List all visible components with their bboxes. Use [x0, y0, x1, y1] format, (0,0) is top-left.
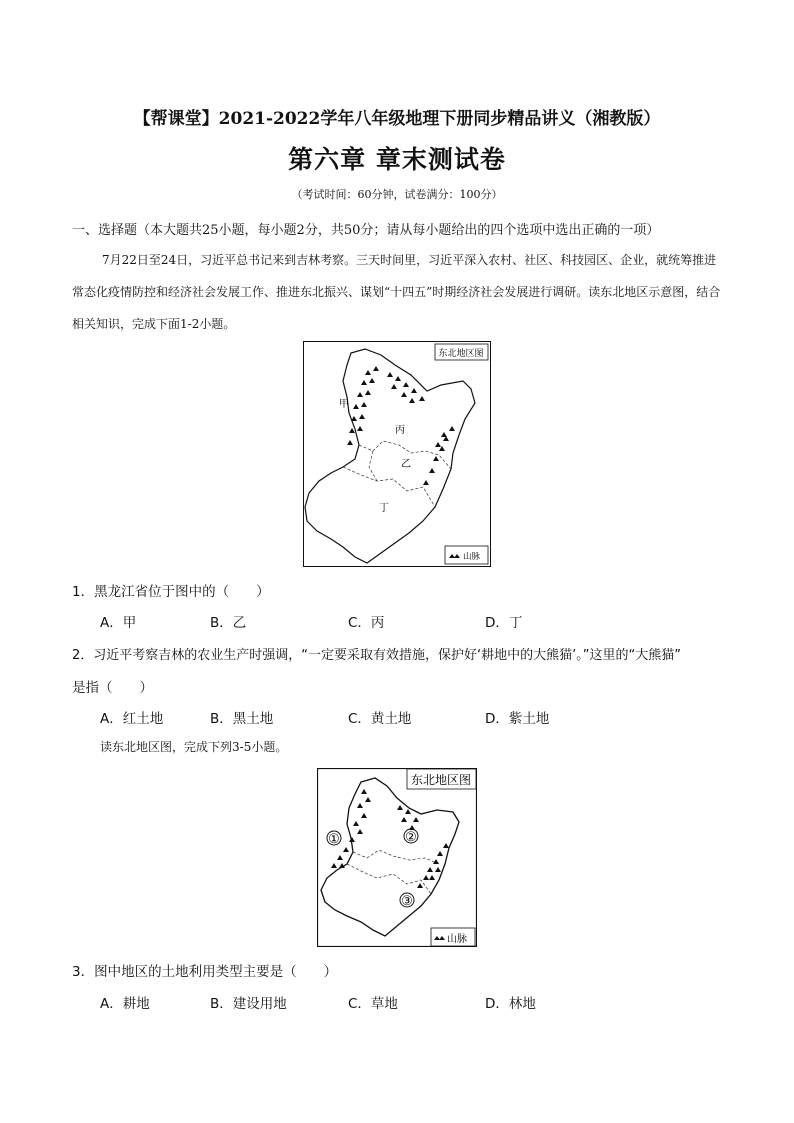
map1-legend: 山脉 — [463, 552, 481, 562]
document-header: 【帮课堂】2021-2022学年八年级地理下册同步精品讲义（湘教版） — [133, 109, 661, 129]
northeast-map-2-svg — [317, 768, 477, 947]
map1-label-yi: 乙 — [401, 459, 411, 470]
question-2-option-d[interactable]: D．紫土地 — [485, 711, 550, 727]
question-2-option-c[interactable]: C．黄土地 — [348, 711, 412, 727]
map1-title: 东北地区图 — [438, 349, 484, 359]
exam-info: （考试时间：60分钟，试卷满分：100分） — [291, 188, 503, 201]
question-2-option-a[interactable]: A．红土地 — [100, 711, 164, 727]
map2-label-3: ③ — [401, 894, 413, 909]
question-1-option-d[interactable]: D．丁 — [485, 615, 523, 631]
question-3-option-d[interactable]: D．林地 — [485, 996, 536, 1012]
section-heading: 一、选择题（本大题共25小题，每小题2分，共50分；请从每小题给出的四个选项中选出正确的一项） — [72, 223, 660, 238]
question-1-option-a[interactable]: A．甲 — [100, 615, 137, 631]
northeast-map-2 — [317, 768, 477, 947]
question-1-option-c[interactable]: C．丙 — [348, 615, 385, 631]
intro-text: 7月22日至24日，习近平总书记来到吉林考察。三天时间里，习近平深入农村、社区、科技园区、企业，就统筹推进常态化疫情防控和经济社会发展工作、推进东北振兴、谋划“十四五”时期经济社会发展进行调研。读东北地区示意图，结合相关知识，完成下面1-2小题。 — [72, 253, 721, 331]
northeast-map-1 — [303, 341, 491, 567]
northeast-map-1-svg — [303, 341, 491, 567]
question-2-line-2: 是指（ ） — [72, 680, 153, 696]
map2-title: 东北地区图 — [410, 773, 472, 787]
question-3-option-a[interactable]: A．耕地 — [100, 996, 150, 1012]
map2-legend: 山脉 — [447, 934, 467, 945]
map1-label-jia: 甲 — [339, 399, 349, 410]
intro-paragraph — [72, 244, 722, 340]
question-1: 1．黑龙江省位于图中的（ ） — [72, 584, 270, 600]
map2-label-2: ② — [405, 830, 417, 845]
reading-instruction: 读东北地区图，完成下列3-5小题。 — [100, 740, 288, 754]
question-1-option-b[interactable]: B．乙 — [210, 615, 247, 631]
question-3-option-b[interactable]: B．建设用地 — [210, 996, 287, 1012]
question-3: 3．图中地区的土地利用类型主要是（ ） — [72, 964, 338, 980]
question-2-line-1: 2．习近平考察吉林的农业生产时强调，“一定要采取有效措施，保护好‘耕地中的大熊猫’。”这里的“大熊猫” — [72, 648, 681, 663]
page-title: 第六章 章末测试卷 — [288, 145, 506, 174]
map1-label-bing: 丙 — [395, 425, 405, 436]
map1-label-ding: 丁 — [379, 503, 389, 514]
question-3-option-c[interactable]: C．草地 — [348, 996, 398, 1012]
question-2-option-b[interactable]: B．黑土地 — [210, 711, 274, 727]
map2-label-1: ① — [328, 832, 340, 847]
